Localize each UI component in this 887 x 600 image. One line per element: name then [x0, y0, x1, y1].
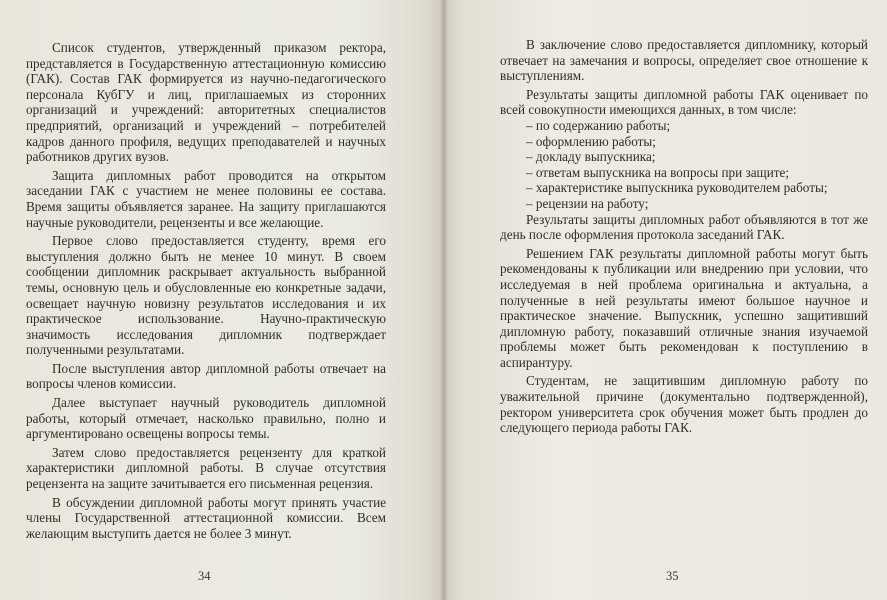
left-paragraph: Затем слово предоставляется рецензенту для краткой характеристики дипломной работы. В случае отсутствия рецензента на защите зачитывается его письменная рецензия.	[26, 444, 386, 492]
left-page-text	[26, 40, 386, 541]
left-page	[0, 0, 443, 600]
right-paragraph: В заключение слово предоставляется дипломнику, который отвечает на замечания и вопросы, определяет свое отношение к выступлениям.	[500, 37, 868, 84]
criteria-item: – рецензии на работу;	[500, 196, 868, 212]
criteria-item: – докладу выпускника;	[500, 149, 868, 165]
right-paragraph: Решением ГАК результаты дипломной работы могут быть рекомендованы к публикации или внедрению при условии, что исследуемая в ней проблема оригинальна и актуальна, а полученные в ней результаты имеют большое научное и практическое значение. Выпускник, успешно защитивший дипломную работу, показавший отличные знания изучаемой проблемы может быть рекомендован к поступлению в аспирантуру.	[500, 245, 868, 370]
page-number-right: 35	[666, 569, 679, 583]
right-paragraph: Результаты защиты дипломных работ объявляются в тот же день после оформления протокола заседаний ГАК.	[500, 211, 868, 243]
page-number-left: 34	[198, 569, 211, 583]
left-paragraph: Защита дипломных работ проводится на открытом заседании ГАК с участием не менее половины ее состава. Время защиты объявляется заранее. На защиту приглашаются научные руководители, рецензенты и все желающие.	[26, 167, 386, 230]
right-page-text	[500, 37, 868, 436]
left-paragraph: После выступления автор дипломной работы отвечает на вопросы членов комиссии.	[26, 360, 386, 392]
left-paragraph: Список студентов, утвержденный приказом ректора, представляется в Государственную аттестационную комиссию (ГАК). Состав ГАК формируется из научно-педагогического персонала КубГУ и лиц, приглашаемых из сторонних организаций и учреждений: авторитетных специалистов предприятий, организаций и учреждений – потребителей кадров данного профиля, ведущих преподавателей и научных работников других вузов.	[26, 40, 386, 165]
criteria-list	[500, 118, 868, 212]
criteria-item: – оформлению работы;	[500, 134, 868, 150]
left-paragraph: Далее выступает научный руководитель дипломной работы, который отмечает, насколько правильно, полно и аргументировано освещены вопросы темы.	[26, 395, 386, 442]
right-page	[444, 0, 887, 600]
left-paragraph: Первое слово предоставляется студенту, время его выступления должно быть не менее 10 минут. В своем сообщении дипломник раскрывает актуальность выбранной темы, основную цель и обусловленные ею конкретные задачи, освещает научную новизну результатов исследования и их практическое использование. Научно-практическую значимость исследования дипломник подтверждает полученными результатами.	[26, 233, 386, 358]
criteria-item: – характеристике выпускника руководителем работы;	[500, 180, 868, 196]
left-paragraph: В обсуждении дипломной работы могут принять участие члены Государственной аттестационной комиссии. Всем желающим выступить дается не более 3 минут.	[26, 494, 386, 541]
right-paragraph: Студентам, не защитившим дипломную работу по уважительной причине (документально подтвержденной), ректором университета срок обучения может быть продлен до следующего периода работы ГАК.	[500, 373, 868, 436]
criteria-item: – ответам выпускника на вопросы при защите;	[500, 165, 868, 181]
right-paragraph: Результаты защиты дипломной работы ГАК оценивает по всей совокупности имеющихся данных, в том числе:	[500, 86, 868, 118]
criteria-item: – по содержанию работы;	[500, 118, 868, 134]
